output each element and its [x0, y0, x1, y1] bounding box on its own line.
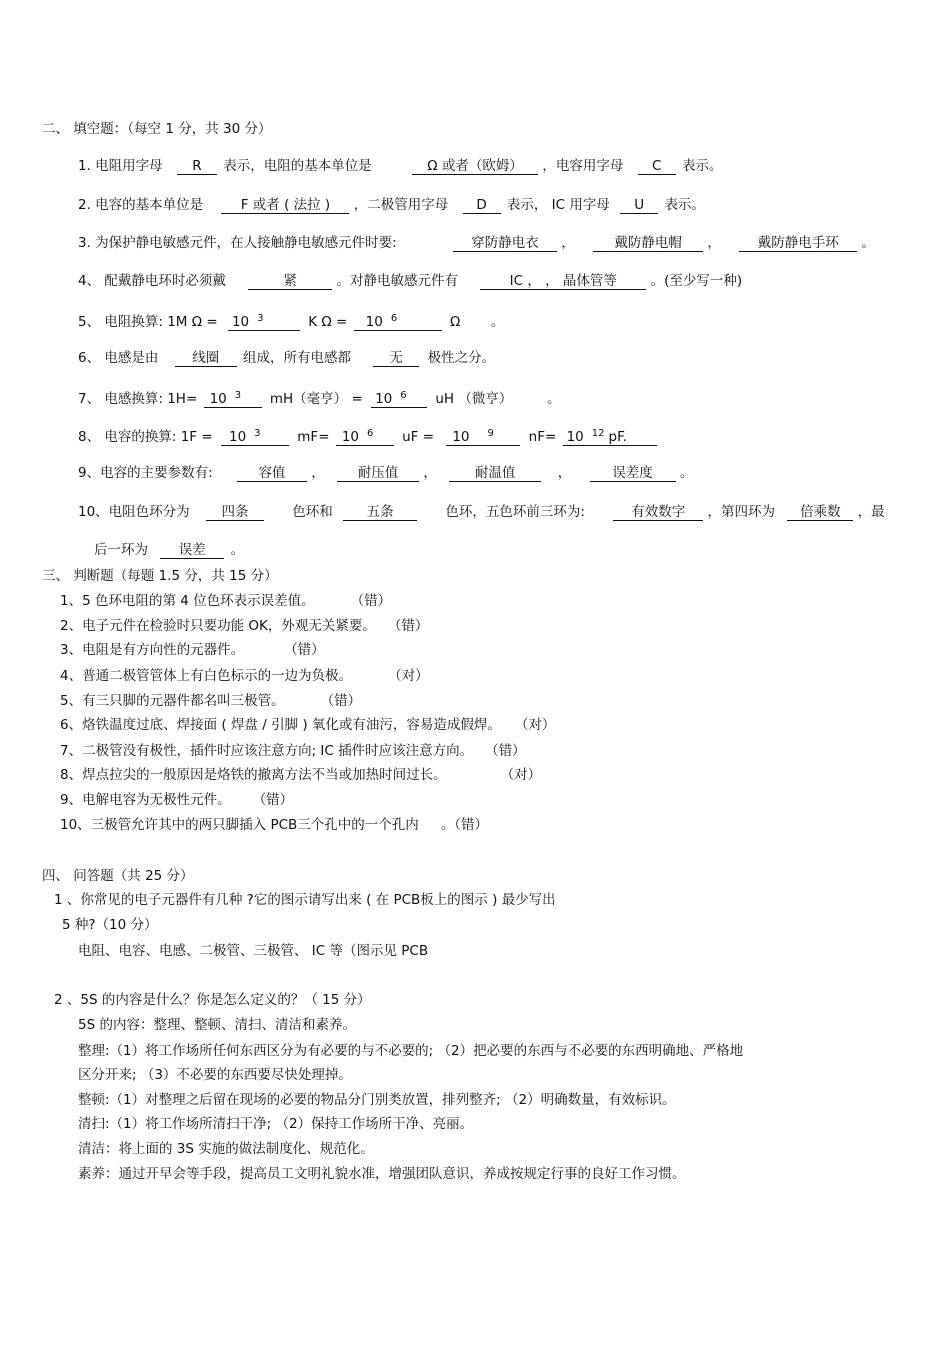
answer-blank: 误差度 — [590, 465, 676, 482]
answer-blank: 有效数字 — [613, 504, 703, 521]
question-2-7 — [78, 388, 560, 408]
judge-question: 7、二极管没有极性，插件时应该注意方向; IC 插件时应该注意方向。 — [60, 743, 474, 759]
answer-blank: 无 — [373, 350, 419, 367]
answer-blank: IC ， ， 晶体管等 — [480, 273, 646, 290]
qa-answer-line: 清洁：将上面的 3S 实施的做法制度化、规范化。 — [78, 1141, 374, 1157]
judge-item — [60, 816, 488, 834]
answer-blank: R — [177, 158, 217, 175]
answer-blank: U — [620, 197, 658, 214]
q-text: 后一环为 — [94, 542, 148, 558]
q-text: 5、 电阻换算: 1M Ω = — [78, 314, 218, 330]
q-text: 7、 电感换算: 1H= — [78, 391, 198, 407]
judge-answer: （错） — [387, 618, 429, 634]
answer-blank: 四条 — [206, 504, 264, 521]
q-text: 。对静电敏感元件有 — [336, 273, 458, 289]
q-text: 表示， IC 用字母 — [506, 197, 610, 213]
judge-item — [60, 742, 526, 760]
q-text: 。 — [861, 235, 876, 251]
answer-blank: D — [463, 197, 501, 214]
question-2-5 — [78, 311, 504, 331]
judge-item — [60, 766, 541, 784]
q-text: mF= — [297, 429, 330, 445]
answer-base: 10 — [228, 429, 247, 445]
answer-blank: 耐压值 — [337, 465, 419, 482]
q-text: mH（毫亨） = — [269, 391, 363, 407]
judge-item — [60, 667, 429, 685]
judge-answer: （错） — [284, 642, 325, 658]
answer-blank — [371, 388, 427, 408]
q-text: 色环，五色环前三环为: — [445, 504, 585, 520]
answer-blank: F 或者 ( 法拉 ) — [221, 197, 349, 214]
judge-item — [60, 592, 391, 610]
question-2-1 — [78, 157, 722, 175]
answer-blank — [563, 426, 657, 446]
question-2-4 — [78, 272, 742, 290]
qa-answer-line: 区分开来; （3）不必要的东西要尽快处理掉。 — [78, 1067, 352, 1083]
answer-base: 10 — [231, 314, 250, 330]
q-text: 。(至少写一种) — [650, 273, 743, 289]
answer-base: 10 — [209, 391, 227, 407]
judge-question: 10、三极管允许其中的两只脚插入 PCB三个孔中的一个孔内 — [60, 817, 419, 833]
q-text: 色环和 — [292, 504, 333, 520]
question-2-10-cont — [94, 541, 244, 559]
q-text: Ω — [449, 314, 461, 330]
judge-question: 3、电阻是有方向性的元器件。 — [60, 642, 245, 658]
judge-answer: （对） — [388, 668, 429, 684]
judge-item — [60, 617, 428, 635]
judge-item — [60, 716, 555, 734]
q-text: 极性之分。 — [427, 350, 496, 366]
judge-answer: （错） — [252, 792, 294, 808]
qa-answer-line: 整理:（1）将工作场所任何东西区分为有必要的与不必要的; （2）把必要的东西与不必要的东西明确地、严格地 — [78, 1043, 744, 1059]
answer-exponent: 6 — [367, 428, 374, 439]
question-2-6 — [78, 349, 495, 367]
q-text: 2. 电容的基本单位是 — [78, 197, 204, 213]
qa-question-1-cont: 5 种?（10 分） — [62, 917, 158, 933]
q-text: 组成，所有电感都 — [242, 350, 351, 366]
q-text: ， — [311, 465, 325, 481]
answer-blank: 容值 — [237, 465, 307, 482]
qa-answer-line: 5S 的内容：整理、整顿、清扫、清洁和素养。 — [78, 1017, 356, 1033]
judge-question: 8、焊点拉尖的一般原因是烙铁的撤离方法不当或加热时间过长。 — [60, 767, 447, 783]
judge-answer: （错） — [350, 593, 392, 609]
q-text: 。 — [546, 391, 561, 407]
answer-blank: 线圈 — [175, 350, 237, 367]
answer-exponent: 6 — [390, 313, 398, 324]
answer-blank: 误差 — [160, 542, 224, 559]
answer-blank: 戴防静电帽 — [593, 235, 703, 252]
answer-blank: 穿防静电衣 — [453, 235, 557, 252]
answer-blank: 耐温值 — [449, 465, 541, 482]
answer-base: 10 — [365, 314, 383, 330]
q-text: 3. 为保护静电敏感元件，在人接触静电敏感元件时要: — [78, 235, 397, 251]
answer-exponent: 3 — [257, 313, 264, 324]
q-text: nF= — [528, 429, 557, 445]
answer-blank — [221, 426, 289, 446]
qa-question-1: 1 、你常见的电子元器件有几种 ?它的图示请写出来 ( 在 PCB板上的图示 ) 最少写出 — [54, 892, 556, 908]
q-text: ，电容用字母 — [542, 158, 624, 174]
question-2-9 — [78, 464, 693, 482]
judge-question: 5、有三只脚的元器件都名叫三极管。 — [60, 693, 285, 709]
answer-exponent: 3 — [234, 390, 242, 401]
q-text: 1. 电阻用字母 — [78, 158, 163, 174]
question-2-2 — [78, 196, 705, 214]
q-text: ，最 — [857, 504, 885, 520]
q-text: uF = — [402, 429, 435, 445]
q-text: 。 — [230, 542, 245, 558]
answer-blank: Ω 或者（欧姆） — [412, 158, 538, 175]
answer-base: 10 — [452, 429, 470, 445]
q-text: 表示。 — [664, 197, 705, 213]
question-2-8 — [78, 426, 657, 446]
judge-item — [60, 791, 293, 809]
section3-title: 三、 判断题（每题 1.5 分，共 15 分） — [42, 568, 278, 584]
section2-title: 二、 填空题：（每空 1 分，共 30 分） — [42, 121, 272, 137]
judge-question: 4、普通二极管管体上有白色标示的一边为负极。 — [60, 668, 353, 684]
answer-blank — [446, 426, 520, 446]
answer-blank: 戴防静电手环 — [739, 235, 857, 252]
question-2-3 — [78, 234, 875, 252]
q-text: uH （微亨） — [435, 391, 513, 407]
q-text: 4、 配戴静电环时必须戴 — [78, 273, 226, 289]
q-text: pF. — [608, 429, 627, 445]
answer-base: 10 — [375, 391, 393, 407]
answer-blank: 紧 — [248, 273, 332, 290]
answer-blank: C — [638, 158, 676, 175]
qa-question-2: 2 、5S 的内容是什么？你是怎么定义的？（ 15 分） — [54, 992, 371, 1008]
q-text: ，第四环为 — [707, 504, 776, 520]
q-text: 6、 电感是由 — [78, 350, 159, 366]
q-text: ，二极管用字母 — [353, 197, 449, 213]
answer-exponent: 6 — [400, 390, 407, 401]
q-text: ， — [557, 465, 572, 481]
q-text: ， — [423, 465, 437, 481]
q-text: ， — [707, 235, 721, 251]
judge-item — [60, 641, 325, 659]
q-text: 。 — [490, 314, 505, 330]
qa-answer-1: 电阻、电容、电感、二极管、三极管、 IC 等（图示见 PCB — [78, 943, 429, 959]
answer-blank — [204, 388, 262, 408]
qa-answer-line: 清扫:（1）将工作场所清扫干净; （2）保持工作场所干净、亮丽。 — [78, 1116, 474, 1132]
answer-base: 10 — [341, 429, 359, 445]
answer-exponent: 12 — [591, 428, 605, 439]
q-text: 表示，电阻的基本单位是 — [223, 158, 372, 174]
q-text: 9、电容的主要参数有: — [78, 465, 213, 481]
judge-answer: （对） — [500, 767, 542, 783]
section4-title: 四、 问答题（共 25 分） — [42, 868, 194, 884]
answer-blank — [336, 426, 394, 446]
q-text: 表示。 — [681, 158, 723, 174]
q-text: ， — [561, 235, 575, 251]
q-text: K Ω = — [308, 314, 348, 330]
judge-question: 1、5 色环电阻的第 4 位色环表示误差值。 — [60, 593, 315, 609]
answer-blank — [228, 311, 300, 331]
answer-base: 10 — [566, 429, 584, 445]
answer-exponent: 3 — [254, 428, 261, 439]
q-text: 8、 电容的换算: 1F = — [78, 429, 213, 445]
judge-question: 9、电解电容为无极性元件。 — [60, 792, 231, 808]
judge-answer: （对） — [514, 717, 556, 733]
judge-answer: （错） — [485, 743, 526, 759]
judge-item — [60, 692, 361, 710]
qa-answer-line: 素养：通过开早会等手段，提高员工文明礼貌水准，增强团队意识，养成按规定行事的良好工作习惯。 — [78, 1166, 686, 1182]
judge-answer: （错） — [320, 693, 362, 709]
answer-exponent: 9 — [487, 428, 494, 439]
question-2-10 — [78, 503, 885, 521]
judge-answer: 。（错） — [440, 817, 489, 833]
q-text: 10、电阻色环分为 — [78, 504, 190, 520]
judge-question: 6、烙铁温度过底、焊接面 ( 焊盘 / 引脚 ) 氧化或有油污，容易造成假焊。 — [60, 717, 501, 733]
answer-blank: 五条 — [343, 504, 417, 521]
q-text: 。 — [679, 465, 694, 481]
judge-question: 2、电子元件在检验时只要功能 OK，外观无关紧要。 — [60, 618, 376, 634]
qa-answer-line: 整顿:（1）对整理之后留在现场的必要的物品分门别类放置，排列整齐; （2）明确数量，有效标识。 — [78, 1092, 676, 1108]
answer-blank — [354, 311, 442, 331]
answer-blank: 倍乘数 — [787, 504, 853, 521]
